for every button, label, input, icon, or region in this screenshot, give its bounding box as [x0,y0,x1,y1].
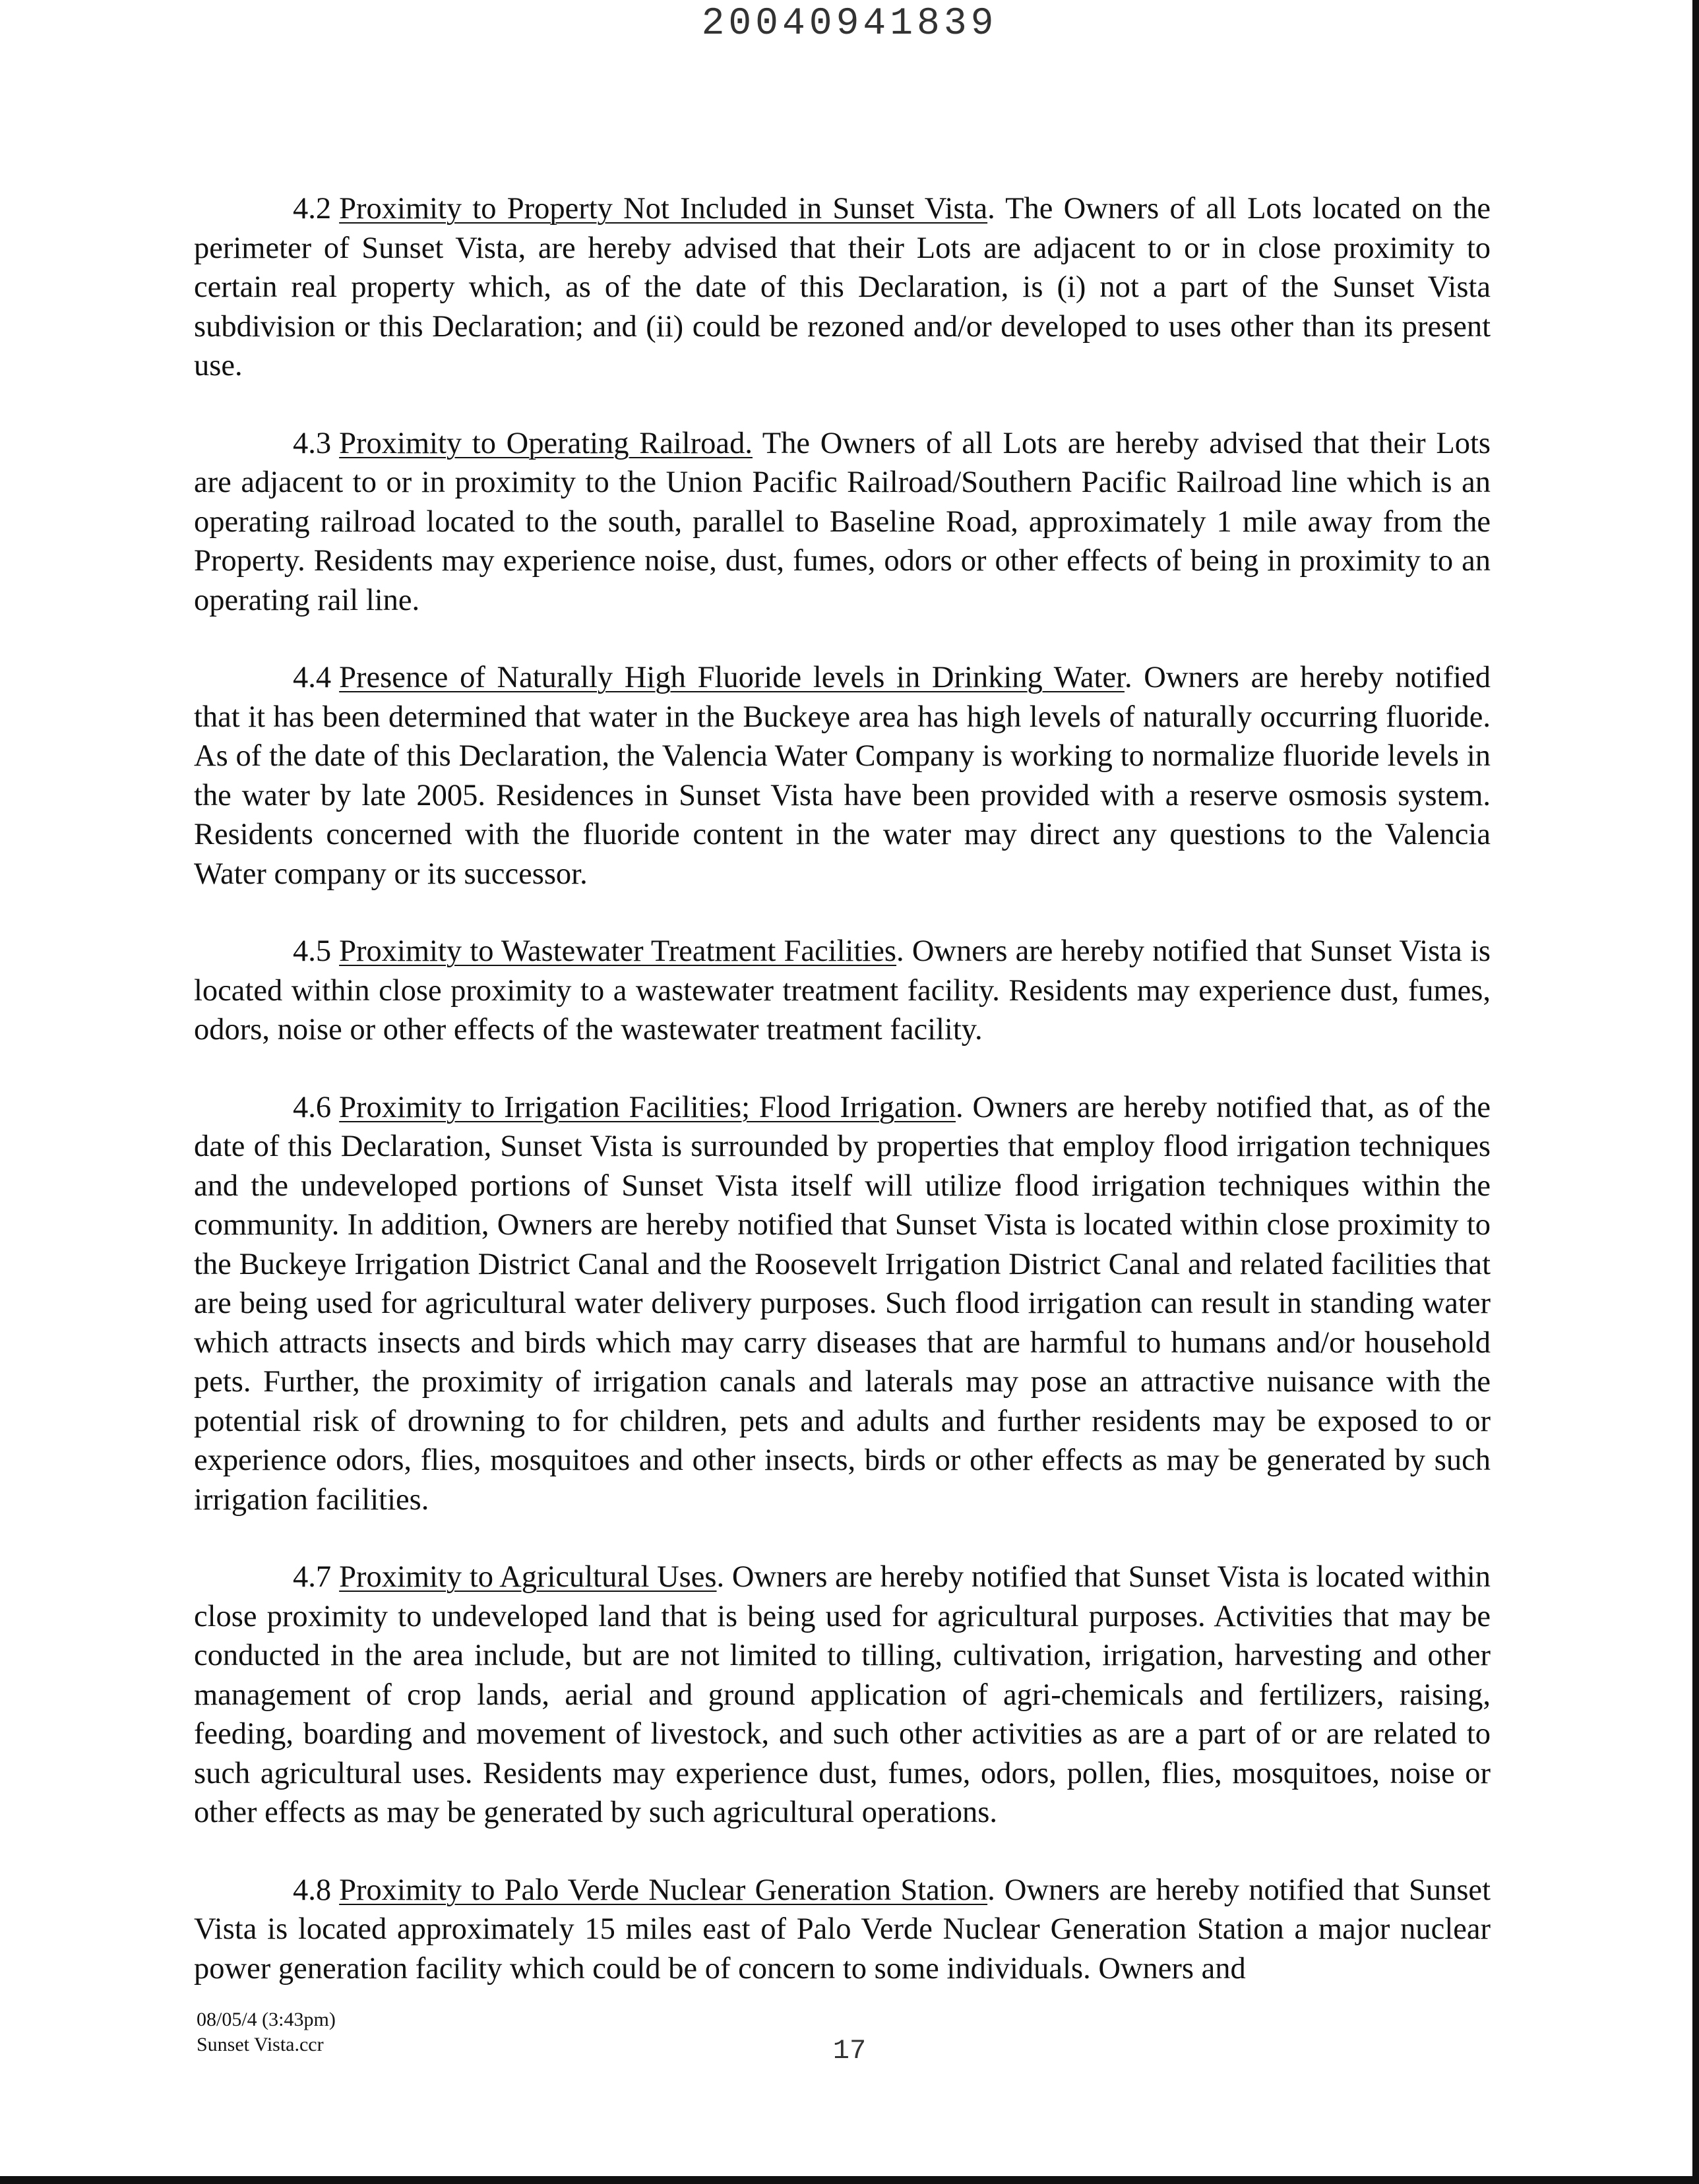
scan-border-bottom [0,2176,1699,2184]
footer-filename: Sunset Vista.ccr [197,2034,324,2055]
section-number: 4.7 [293,1560,332,1594]
section-number: 4.8 [293,1873,332,1907]
section-number: 4.6 [293,1090,332,1124]
page-number: 17 [832,2035,867,2067]
section-4-7 [194,1558,1491,1833]
footer-date: 08/05/4 (3:43pm) [197,2009,336,2030]
section-body: . Owners are hereby notified that Sunset Vista is located approximately 15 miles east of Palo Verde Nuclear Generation Station a major nuclear power generation facility which could be of concern to some individuals. Owners and [194,1873,1491,1986]
section-body: The Owners of all Lots are hereby advised that their Lots are adjacent to or in proximity to the Union Pacific Railroad/Southern Pacific Railroad line which is an operating railroad located to the south, parallel to Baseline Road, approximately 1 mile away from the Property. Residents may experience noise, dust, fumes, odors or other effects of being in proximity to an operating rail line. [194,426,1491,617]
scan-border-right [1692,0,1699,2184]
section-heading: Proximity to Operating Railroad. [339,426,753,460]
section-number: 4.2 [293,192,332,226]
section-body: . Owners are hereby notified that Sunset Vista is located within close proximity to undeveloped land that is being used for agricultural purposes. Activities that may be conducted in the area include, but are not limited to tilling, cultivation, irrigation, harvesting and other management of crop lands, aerial and ground application of agri-chemicals and fertilizers, raising, feeding, boarding and movement of livestock, and such other activities as are a part of or are related to such agricultural uses. Residents may experience dust, fumes, odors, pollen, flies, mosquitoes, noise or other effects as may be generated by such agricultural operations. [194,1560,1491,1829]
section-4-8 [194,1871,1491,1989]
section-heading: Proximity to Irrigation Facilities; Flood Irrigation [339,1090,956,1124]
section-body: . The Owners of all Lots located on the perimeter of Sunset Vista, are hereby advised that their Lots are adjacent to or in close proximity to certain real property which, as of the date of this Declaration, is (i) not a part of the Sunset Vista subdivision or this Declaration; and (ii) could be rezoned and/or developed to uses other than its present use. [194,192,1491,382]
section-body: . Owners are hereby notified that it has been determined that water in the Buckeye area has high levels of naturally occurring fluoride. As of the date of this Declaration, the Valencia Water Company is working to normalize fluoride levels in the water by late 2005. Residences in Sunset Vista have been provided with a reserve osmosis system. Residents concerned with the fluoride content in the water may direct any questions to the Valencia Water company or its successor. [194,661,1491,891]
section-heading: Proximity to Agricultural Uses [339,1560,717,1594]
section-4-2 [194,189,1491,386]
section-number: 4.3 [293,426,332,460]
section-heading: Proximity to Palo Verde Nuclear Generation Station [339,1873,988,1907]
section-4-3 [194,424,1491,621]
section-number: 4.4 [293,661,332,694]
section-heading: Proximity to Property Not Included in Sunset Vista [339,192,988,226]
document-body [194,189,1491,2026]
section-heading: Proximity to Wastewater Treatment Facilities [339,934,897,968]
section-body: . Owners are hereby notified that, as of the date of this Declaration, Sunset Vista is surrounded by properties that employ flood irrigation techniques and the undeveloped portions of Sunset Vista itself will utilize flood irrigation techniques within the community. In addition, Owners are hereby notified that Sunset Vista is located within close proximity to the Buckeye Irrigation District Canal and the Roosevelt Irrigation District Canal and related facilities that are being used for agricultural water delivery purposes. Such flood irrigation can result in standing water which attracts insects and birds which may carry diseases that are harmful to humans and/or household pets. Further, the proximity of irrigation canals and laterals may pose an attractive nuisance with the potential risk of drowning to for children, pets and adults and further residents may be exposed to or experience odors, flies, mosquitoes and other insects, birds or other effects as may be generated by such irrigation facilities. [194,1090,1491,1517]
section-heading: Presence of Naturally High Fluoride levels in Drinking Water [339,661,1125,694]
section-4-6 [194,1088,1491,1520]
section-number: 4.5 [293,934,332,968]
section-body: . Owners are hereby notified that Sunset Vista is located within close proximity to a wastewater treatment facility. Residents may experience dust, fumes, odors, noise or other effects of the wastewater treatment facility. [194,934,1491,1046]
section-4-5 [194,932,1491,1050]
document-number: 20040941839 [701,3,998,46]
section-4-4 [194,658,1491,894]
